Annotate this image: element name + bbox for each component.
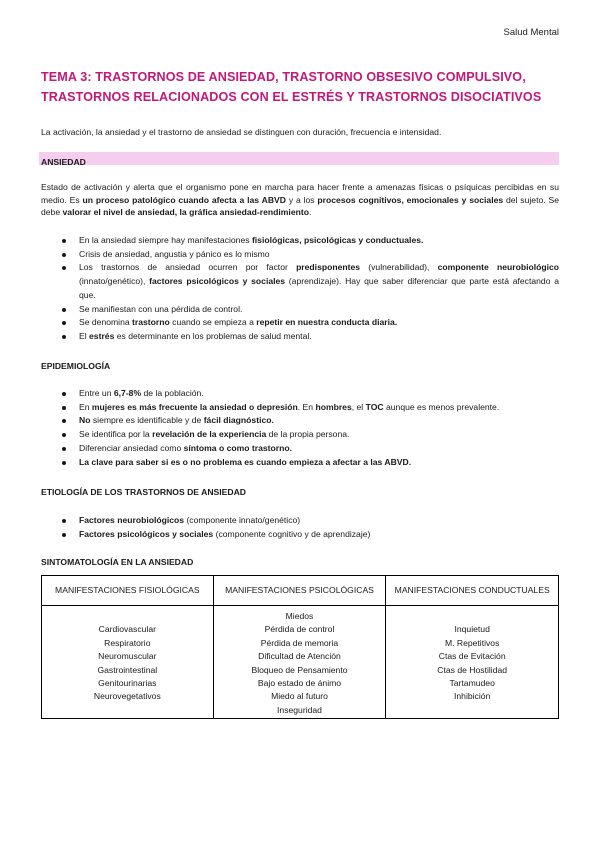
table-cell-item: Tartamudeo bbox=[449, 678, 495, 689]
table-cell-item: Miedos bbox=[285, 611, 314, 621]
table-cell-item: Ctas de Hostilidad bbox=[437, 664, 508, 675]
section-heading-epidemiologia: EPIDEMIOLOGÍA bbox=[41, 361, 111, 371]
table-cell-item: Ctas de Evitación bbox=[438, 651, 506, 662]
cell-psicologicas bbox=[213, 606, 386, 719]
list-item: Entre un 6,7-8% de la población. bbox=[62, 387, 559, 401]
title-line-1: TEMA 3: TRASTORNOS DE ANSIEDAD, TRASTORNO OBSESIVO COMPULSIVO, bbox=[41, 70, 526, 84]
list-item: Se manifiestan con una pérdida de control. bbox=[62, 303, 559, 317]
list-item: En la ansiedad siempre hay manifestaciones fisiológicas, psicológicas y conductuales. bbox=[62, 234, 559, 248]
column-header-fisiologicas: MANIFESTACIONES FISIOLÓGICAS bbox=[42, 576, 214, 606]
list-item: Se identifica por la revelación de la experiencia de la propia persona. bbox=[62, 428, 559, 442]
list-item: El estrés es determinante en los problemas de salud mental. bbox=[62, 330, 559, 344]
sintomatologia-table bbox=[41, 575, 559, 719]
list-item: Factores neurobiológicos (componente innato/genético) bbox=[62, 514, 559, 528]
table-cell-item: Cardiovascular bbox=[98, 624, 156, 635]
table-cell-item: Neurovegetativos bbox=[93, 691, 161, 702]
table-cell-item: Miedo al futuro bbox=[271, 691, 328, 702]
section-heading-ansiedad: ANSIEDAD bbox=[41, 157, 86, 167]
intro-paragraph: La activación, la ansiedad y el trastorno de ansiedad se distinguen con duración, frecuencia e intensidad. bbox=[41, 127, 442, 137]
table-cell-item: Respiratorio bbox=[104, 637, 151, 648]
section-band-ansiedad bbox=[39, 152, 559, 165]
column-header-conductuales: MANIFESTACIONES CONDUCTUALES bbox=[386, 576, 559, 606]
table-cell-item: Inseguridad bbox=[277, 704, 322, 715]
table-cell-item: Neuromuscular bbox=[98, 651, 157, 662]
table-cell-item: Inhibición bbox=[454, 691, 491, 702]
ansiedad-definition: Estado de activación y alerta que el organismo pone en marcha para hacer frente a amenazas físicas o psíquicas percibidas en su medio. Es un proceso patológico cuando afecta a las ABVD y a los procesos cognitivos, emocionales y sociales del sujeto. Se debe valorar el nivel de ansiedad, la gráfica ansiedad-rendimiento. bbox=[41, 182, 559, 217]
table-cell-item: Gastrointestinal bbox=[97, 664, 158, 675]
etiologia-bullet-list bbox=[62, 514, 559, 541]
list-item: La clave para saber si es o no problema es cuando empieza a afectar a las ABVD. bbox=[62, 456, 559, 470]
epidemiologia-bullet-list bbox=[62, 387, 559, 469]
list-item: Los trastornos de ansiedad ocurren por factor predisponentes (vulnerabilidad), componente neurobiológico (innato/genético), factores psicológicos y sociales (aprendizaje). Hay que saber diferenciar que parte está afectando a que. bbox=[62, 261, 559, 302]
list-item: Diferenciar ansiedad como síntoma o como trastorno. bbox=[62, 442, 559, 456]
list-item: Se denomina trastorno cuando se empieza a repetir en nuestra conducta diaria. bbox=[62, 316, 559, 330]
title-line-2: TRASTORNOS RELACIONADOS CON EL ESTRÉS Y TRASTORNOS DISOCIATIVOS bbox=[41, 90, 542, 104]
running-header: Salud Mental bbox=[503, 27, 559, 38]
table-cell-item: Inquietud bbox=[454, 624, 490, 635]
table-cell-item: Genitourinarias bbox=[98, 678, 157, 689]
page-title bbox=[41, 67, 566, 107]
list-item: Crisis de ansiedad, angustia y pánico es lo mismo bbox=[62, 248, 559, 262]
cell-fisiologicas bbox=[42, 606, 214, 719]
ansiedad-bullet-list bbox=[62, 234, 559, 344]
list-item: No siempre es identificable y de fácil diagnóstico. bbox=[62, 414, 559, 428]
table-cell-item: Bajo estado de ánimo bbox=[257, 678, 342, 689]
cell-conductuales bbox=[386, 606, 559, 719]
table-cell-item: M. Repetitivos bbox=[444, 637, 500, 648]
section-heading-sintomatologia: SINTOMATOLOGÍA EN LA ANSIEDAD bbox=[41, 557, 194, 567]
list-item: En mujeres es más frecuente la ansiedad o depresión. En hombres, el TOC aunque es menos prevalente. bbox=[62, 401, 559, 415]
table-cell-item: Pérdida de memoria bbox=[260, 637, 339, 648]
section-heading-etiologia: ETIOLOGÍA DE LOS TRASTORNOS DE ANSIEDAD bbox=[41, 487, 246, 497]
table-cell-item: Pérdida de control bbox=[264, 624, 335, 635]
table-cell-item: Dificultad de Atención bbox=[258, 651, 341, 662]
column-header-psicologicas: MANIFESTACIONES PSICOLÓGICAS bbox=[213, 576, 386, 606]
list-item: Factores psicológicos y sociales (componente cognitivo y de aprendizaje) bbox=[62, 528, 559, 542]
table-cell-item: Bloqueo de Pensamiento bbox=[251, 664, 348, 675]
